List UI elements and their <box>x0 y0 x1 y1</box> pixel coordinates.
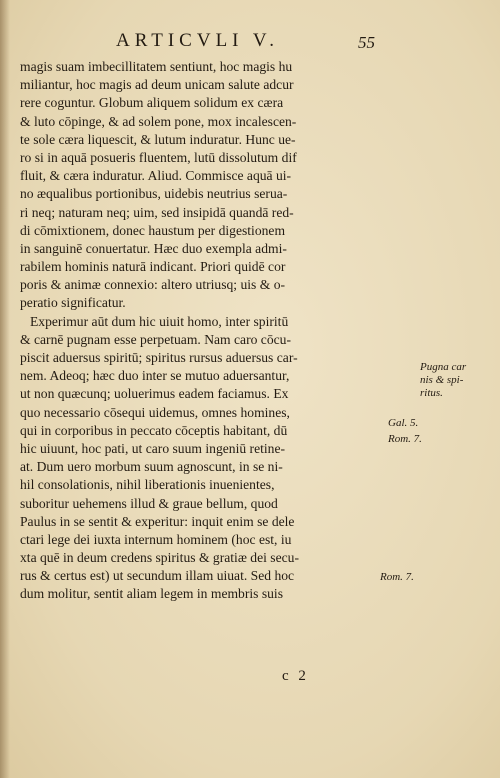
running-head: ARTICVLI V. <box>116 30 279 51</box>
text-line: xta quē in deum credens spiritus & gratiæ dei secu- <box>20 550 299 566</box>
text-line: poris & animæ connexio: altero utriusq; uis & o- <box>20 277 286 293</box>
text-line: in sanguinē conuertatur. Hæc duo exempla admi- <box>20 240 287 256</box>
text-line: piscit aduersus spiritū; spiritus rursus aduersus car- <box>20 350 298 365</box>
text-line: Paulus in se sentit & experitur: inquit enim se dele <box>20 513 295 529</box>
text-line: rabilem hominis naturā indicant. Priori quidē cor <box>20 259 286 275</box>
margin-note-gal: Gal. 5. <box>388 417 419 429</box>
text-line: & luto cōpinge, & ad solem pone, mox incalescen- <box>20 113 297 129</box>
text-line: suboritur uehemens illud & graue bellum, quod <box>20 495 278 511</box>
text-line: at. Dum uero morbum suum agnoscunt, in se ni- <box>20 459 283 475</box>
signature-mark: c 2 <box>282 668 309 684</box>
text-line: quo necessario cōsequi uidemus, omnes homines, <box>20 404 290 420</box>
text-line: & carnē pugnam esse perpetuam. Nam caro cōcu- <box>20 331 291 347</box>
text-line: nem. Adeoq; hæc duo inter se mutuo aduersantur, <box>20 368 290 384</box>
text-line: hil consolationis, nihil liberationis inuenientes, <box>20 477 275 493</box>
text-line: di cōmixtionem, donec haustum per digestionem <box>20 222 286 238</box>
text-line: qui in corporibus in peccato cōceptis habitant, dū <box>20 422 288 438</box>
text-line: ut non quæcunq; uoluerimus eadem faciamus. Ex <box>20 386 289 402</box>
margin-note-rom-upper: Rom. 7. <box>388 433 422 445</box>
text-line: rere coguntur. Globum aliquem solidum ex cæra <box>20 95 284 111</box>
paragraph-start-line: Experimur aūt dum hic uiuit homo, inter spiritū <box>30 313 289 329</box>
text-block <box>20 58 382 604</box>
text-line: rus & certus est) ut secundum illam uiuat. Sed hoc <box>20 568 295 584</box>
text-line: ri neq; naturam neq; uim, sed insipidā quandā red- <box>20 204 294 220</box>
text-line: ro si in aquā posueris fluentem, lutū dissolutum dif <box>20 149 297 165</box>
text-line: ctari lege dei iuxta internum hominem (hoc est, iu <box>20 531 292 547</box>
text-line: magis suam imbecillitatem sentiunt, hoc magis hu <box>20 59 293 74</box>
text-line: peratio significatur. <box>20 295 126 311</box>
margin-note-pugna-line1: Pugna car <box>420 361 467 373</box>
margin-note-pugna-line2: nis & spi- <box>420 374 464 386</box>
text-line: fluit, & cæra induratur. Aliud. Commisce aquā ui- <box>20 168 292 184</box>
text-line: te sole cæra liquescit, & lutum induratur. Hunc ue- <box>20 131 296 147</box>
margin-note-pugna-line3: ritus. <box>420 387 443 399</box>
text-line: hic uiuunt, hoc pati, ut caro suum ingeniū retine- <box>20 440 286 456</box>
margin-note-rom-lower: Rom. 7. <box>380 571 414 583</box>
text-line: dum molitur, sentit aliam legem in membris suis <box>20 586 283 602</box>
text-line: miliantur, hoc magis ad deum unicam salute adcur <box>20 77 294 93</box>
page-spine-shadow <box>0 0 10 778</box>
page-number: 55 <box>358 33 375 52</box>
text-line: no æqualibus portionibus, uidebis neutrius serua- <box>20 186 288 202</box>
